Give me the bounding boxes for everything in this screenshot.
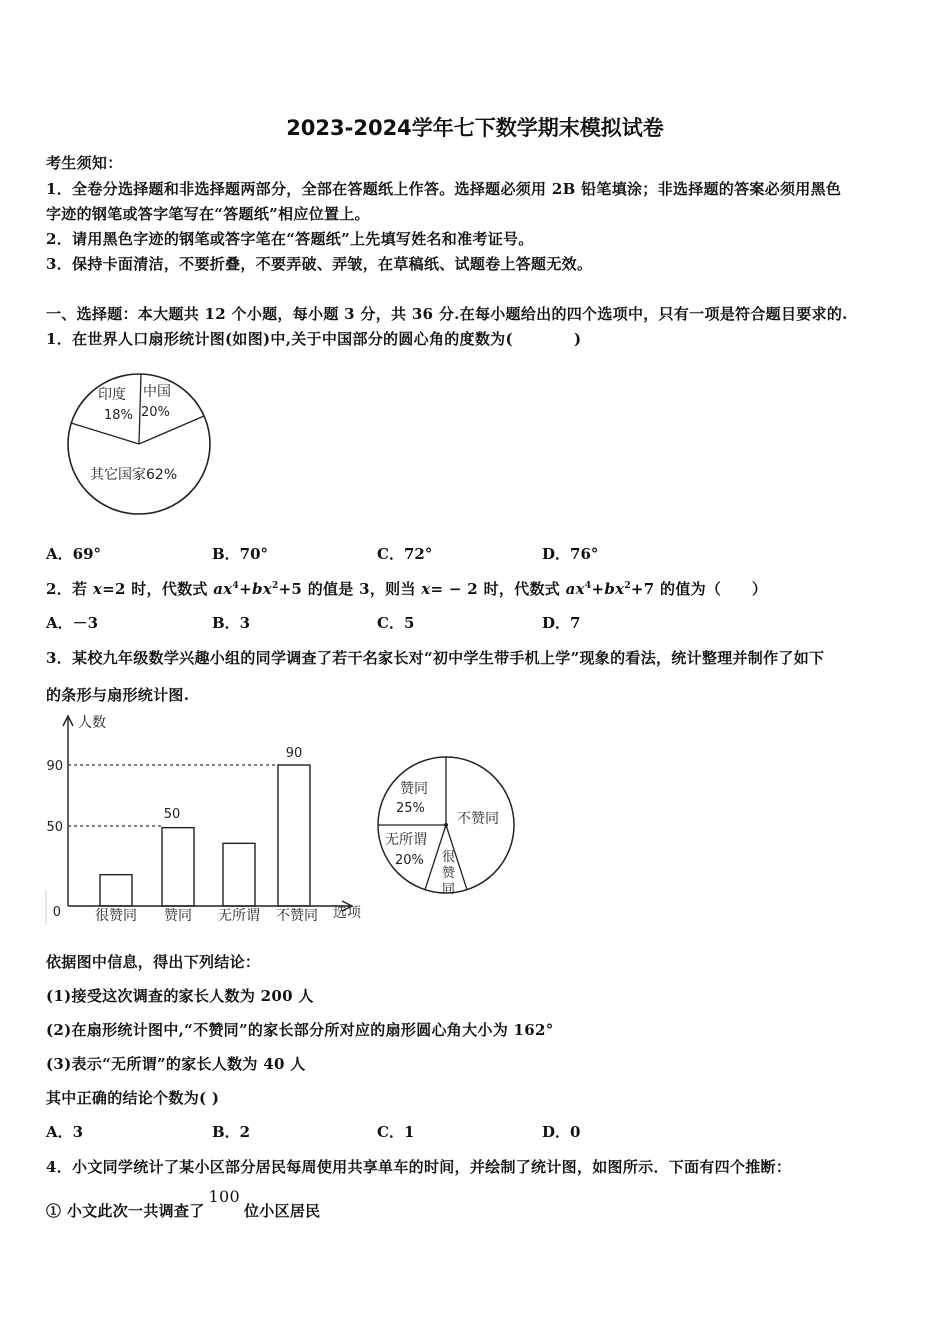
q3-pie-label-disagree: 不赞同: [457, 811, 499, 827]
q3-pie-label-very-1: 很: [442, 850, 456, 865]
q3-bar-data-label-90: 90: [285, 746, 303, 761]
q3-bar-disagree: [278, 765, 310, 906]
notice-item-1a: 1．全卷分选择题和非选择题两部分，全部在答题纸上作答。选择题必须用 2B 铅笔填涂；非选择题的答案必须用黑色: [46, 180, 842, 198]
q3-bar-cat-agree: 赞同: [164, 908, 192, 924]
q3-bar-chart: [40, 710, 380, 930]
q3-pie-label-agree: 赞同: [400, 781, 428, 797]
q3-conclusion-2: (2)在扇形统计图中,“不赞同”的家长部分所对应的扇形圆心角大小为 162°: [46, 1021, 554, 1039]
q3-pie-value-agree: 25%: [396, 801, 425, 816]
q3-conclusion-1: (1)接受这次调查的家长人数为 200 人: [46, 987, 314, 1005]
q3-bar-cat-disagree: 不赞同: [276, 908, 318, 924]
q3-conclusion-3: (3)表示“无所谓”的家长人数为 40 人: [46, 1055, 306, 1073]
q3-pie-label-very-3: 同: [442, 882, 456, 897]
q2-stem: 2．若 x=2 时，代数式 $ax^4+bx^2+5$ 的值是 3，则当 x= − 2 时，代数式 $ax^4+bx^2+7$ 的值为（ ）: [46, 580, 768, 598]
q3-pie-label-indifferent: 无所谓: [385, 832, 427, 848]
q4-statement-1: ① 小文此次一共调查了100位小区居民: [46, 1187, 321, 1220]
q3-stem-b: 的条形与扇形统计图.: [46, 686, 190, 704]
page-title: 2023-2024学年七下数学期末模拟试卷: [286, 116, 664, 140]
notice-item-1b: 字迹的钢笔或答字笔写在“答题纸”相应位置上。: [46, 205, 370, 223]
q2-option-d: D．7: [542, 614, 581, 632]
q1-option-c: C．72°: [377, 545, 433, 563]
q3-option-a: A．3: [46, 1123, 84, 1141]
q1-stem: 1．在世界人口扇形统计图(如图)中,关于中国部分的圆心角的度数为( ): [46, 330, 582, 348]
q1-option-a: A．69°: [46, 545, 102, 563]
q2-option-a: A．－3: [46, 614, 99, 632]
q1-option-b: B．70°: [212, 545, 269, 563]
q3-bar-origin: 0: [52, 905, 61, 920]
q3-bar-very-agree: [100, 875, 132, 906]
q1-pie-chart: [60, 370, 220, 520]
section-heading: 一、选择题：本大题共 12 个小题，每小题 3 分，共 36 分.在每小题给出的四个选项中，只有一项是符合题目要求的.: [46, 305, 848, 323]
q1-pie-value-china: 20%: [141, 405, 170, 420]
q3-stem-a: 3．某校九年级数学兴趣小组的同学调查了若干名家长对“初中学生带手机上学”现象的看法，统计整理并制作了如下: [46, 649, 825, 667]
q1-option-d: D．76°: [542, 545, 599, 563]
notice-heading: 考生须知：: [46, 154, 123, 172]
q2-option-b: B．3: [212, 614, 251, 632]
q3-option-b: B．2: [212, 1123, 251, 1141]
q3-bar-cat-indifferent: 无所谓: [218, 908, 260, 924]
q3-pie-center: [444, 823, 448, 827]
q3-ask: 其中正确的结论个数为( ): [46, 1089, 220, 1107]
q3-bar-ylabel: 人数: [78, 715, 106, 731]
q3-pie-chart: [370, 752, 520, 902]
q3-bar-indifferent: [223, 843, 255, 906]
q1-pie-radius-left: [71, 423, 139, 444]
q3-conclusion-heading: 依据图中信息，得出下列结论：: [46, 953, 261, 971]
q4-stem: 4．小文同学统计了某小区部分居民每周使用共享单车的时间，并绘制了统计图，如图所示．下面有四个推断：: [46, 1158, 792, 1176]
q1-pie-radius-right: [139, 416, 204, 444]
q3-option-d: D．0: [542, 1123, 581, 1141]
q3-bar-cat-very-agree: 很赞同: [95, 908, 137, 924]
q1-pie-label-others: 其它国家62%: [90, 467, 178, 483]
q3-bar-tick-90: 90: [46, 759, 63, 774]
q2-option-c: C．5: [377, 614, 415, 632]
q3-bar-agree: [162, 828, 194, 906]
notice-item-2: 2．请用黑色字迹的钢笔或答字笔在“答题纸”上先填写姓名和准考证号。: [46, 230, 534, 248]
q1-pie-label-india: 印度: [98, 387, 126, 403]
q1-pie-value-india: 18%: [104, 408, 133, 423]
notice-item-3: 3．保持卡面清洁，不要折叠，不要弄破、弄皱，在草稿纸、试题卷上答题无效。: [46, 255, 593, 273]
q3-bar-data-label-50: 50: [163, 807, 181, 822]
q3-pie-label-very-2: 赞: [442, 866, 456, 881]
q3-pie-value-indifferent: 20%: [395, 853, 424, 868]
q3-option-c: C．1: [377, 1123, 415, 1141]
q1-pie-label-china: 中国: [143, 384, 171, 400]
q3-bar-tick-50: 50: [46, 820, 63, 835]
q3-bar-xlabel: 选项: [333, 905, 361, 921]
